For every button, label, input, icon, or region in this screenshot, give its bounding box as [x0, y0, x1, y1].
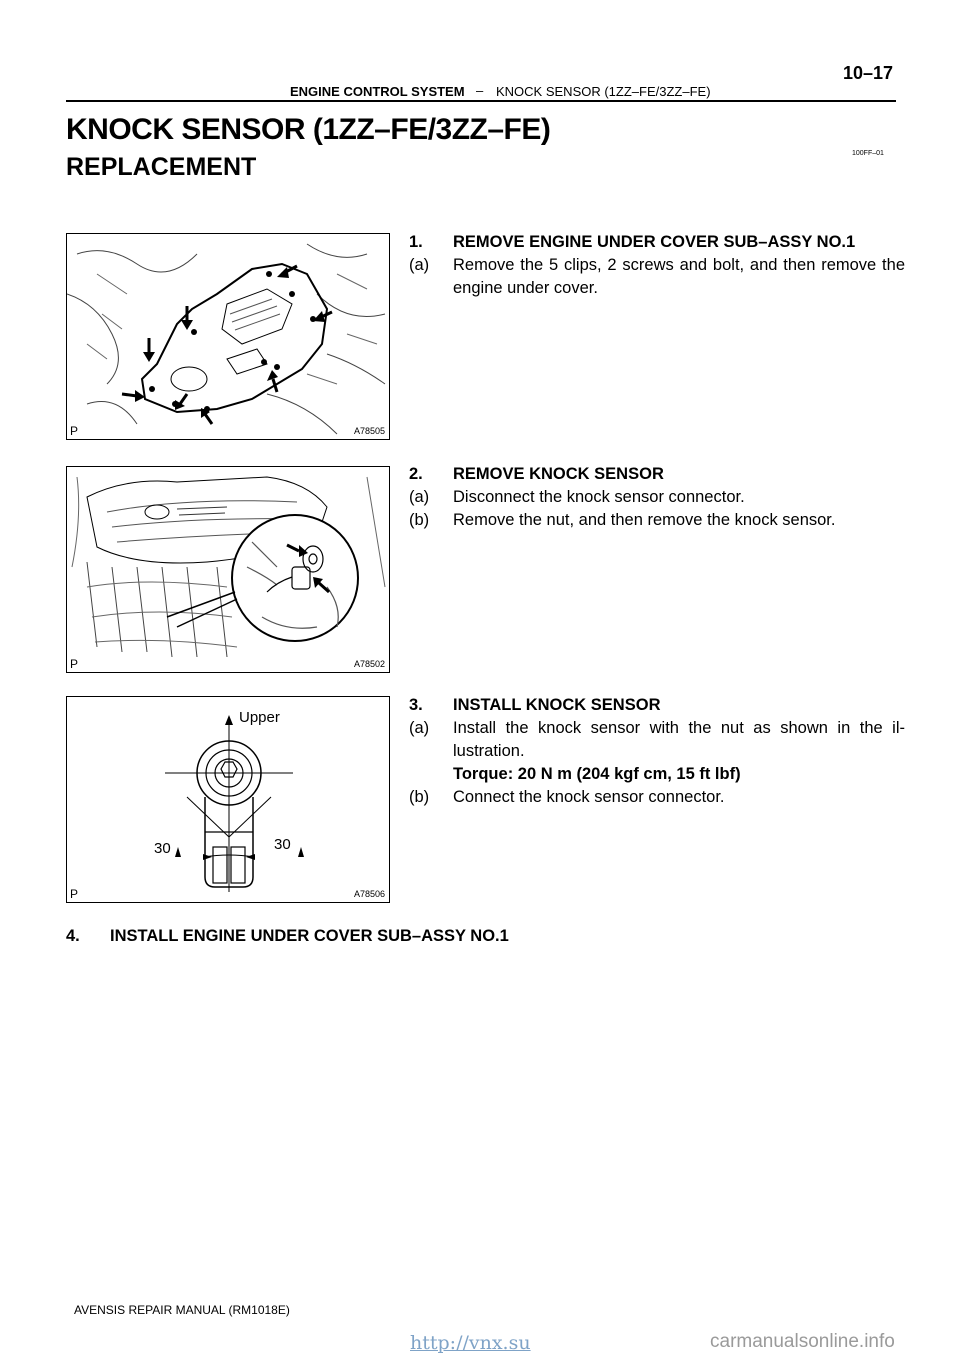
step-title: INSTALL ENGINE UNDER COVER SUB–ASSY NO.1 [110, 927, 509, 945]
page-title: KNOCK SENSOR (1ZZ–FE/3ZZ–FE) [66, 113, 551, 146]
substep-label: (a) [409, 719, 430, 737]
substep-text: Disconnect the knock sensor connector. [453, 488, 745, 506]
knock-sensor-angle-illustration [67, 697, 389, 902]
under-cover-illustration [67, 234, 389, 439]
figure-prefix: P [70, 424, 79, 438]
step-number: 2. [409, 465, 423, 483]
step-number: 1. [409, 233, 423, 251]
page-subtitle: REPLACEMENT [66, 153, 257, 181]
figure-prefix: P [70, 887, 79, 901]
header-section: ENGINE CONTROL SYSTEM [290, 84, 465, 99]
substep-text: Install the knock sensor with the nut as shown in the il- lustration. [453, 719, 905, 760]
figure-prefix: P [70, 657, 79, 671]
torque-spec: Torque: 20 N m (204 kgf cm, 15 ft lbf) [453, 765, 741, 783]
angle-right-label: 30 [274, 836, 291, 853]
figure-under-cover [66, 233, 390, 440]
step-title: REMOVE KNOCK SENSOR [453, 465, 664, 483]
footer-watermark: carmanualsonline.info [710, 1331, 895, 1352]
header-separator: – [476, 83, 484, 98]
step-title: REMOVE ENGINE UNDER COVER SUB–ASSY NO.1 [453, 233, 856, 251]
substep-label: (a) [409, 488, 430, 506]
figure-id: A78506 [353, 889, 385, 899]
step-4 [66, 925, 666, 950]
step-number: 3. [409, 696, 423, 714]
upper-label: Upper [239, 709, 280, 726]
figure-knock-sensor-location [66, 466, 390, 673]
footer-link[interactable]: http://vnx.su [410, 1332, 531, 1354]
angle-left-label: 30 [154, 840, 171, 857]
substep-text: Remove the nut, and then remove the knock sensor. [453, 511, 836, 529]
substep-text: Connect the knock sensor connector. [453, 788, 725, 806]
step-2 [409, 463, 905, 533]
step-3 [409, 694, 905, 814]
substep-label: (b) [409, 511, 430, 529]
figure-id: A78502 [353, 659, 385, 669]
header-rule [66, 100, 896, 102]
substep-text: Remove the 5 clips, 2 screws and bolt, and then remove the engine under cover. [453, 256, 905, 297]
page-number: 10–17 [843, 63, 894, 83]
footer-manual-name: AVENSIS REPAIR MANUAL (RM1018E) [74, 1303, 290, 1317]
knock-sensor-location-illustration [67, 467, 389, 672]
step-1 [409, 231, 905, 301]
substep-label: (b) [409, 788, 430, 806]
document-code: 100FF–01 [852, 150, 884, 157]
substep-label: (a) [409, 256, 430, 274]
figure-knock-sensor-angle [66, 696, 390, 903]
figure-id: A78505 [353, 426, 385, 436]
header-topic: KNOCK SENSOR (1ZZ–FE/3ZZ–FE) [496, 84, 711, 99]
step-number: 4. [66, 927, 80, 945]
step-title: INSTALL KNOCK SENSOR [453, 696, 661, 714]
